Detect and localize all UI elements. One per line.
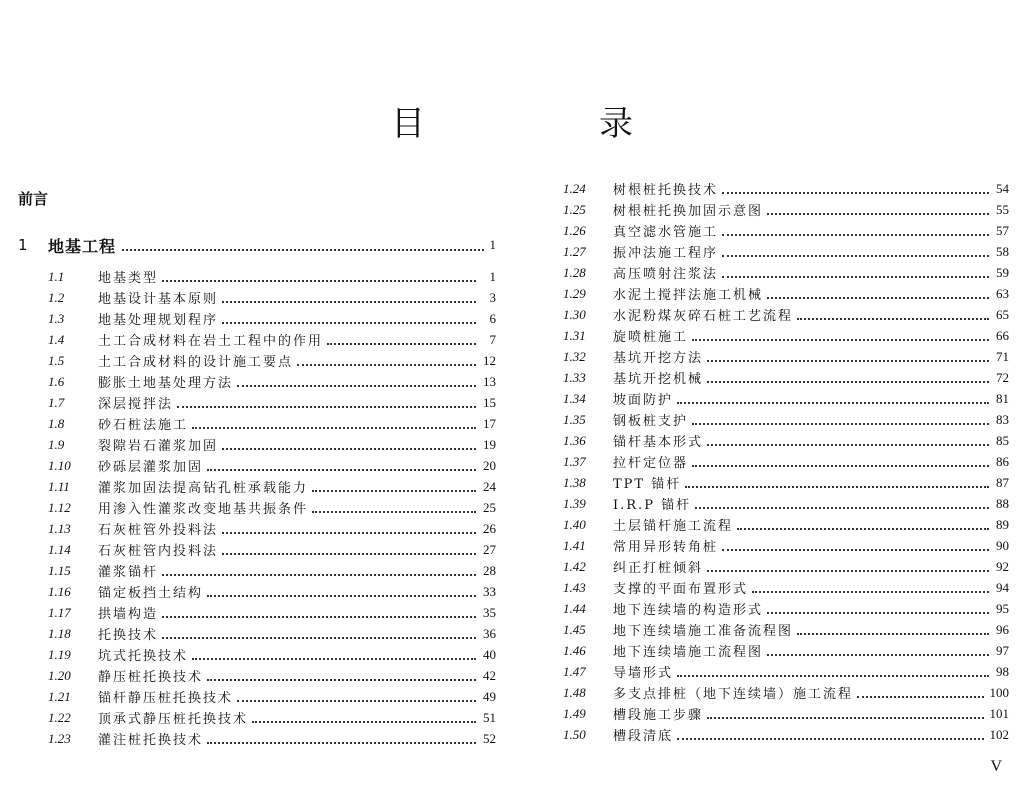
entry-title: 静压桩托换技术 — [98, 670, 204, 685]
entry-page: 35 — [483, 604, 496, 620]
leader-dots — [207, 742, 476, 744]
toc-entry[interactable] — [48, 266, 496, 287]
entry-title: 锚定板挡土结构 — [98, 586, 204, 601]
toc-entry[interactable] — [563, 661, 1009, 682]
entry-title: 锚杆基本形式 — [613, 435, 704, 450]
toc-entry[interactable] — [48, 644, 496, 665]
entry-number: 1.46 — [563, 642, 586, 658]
entry-number: 1.37 — [563, 453, 586, 469]
toc-entry[interactable] — [48, 287, 496, 308]
entry-number: 1.48 — [563, 684, 586, 700]
entry-number: 1.39 — [563, 495, 586, 511]
entry-number: 1.5 — [48, 352, 65, 368]
entry-title: 土工合成材料的设计施工要点 — [98, 355, 294, 370]
toc-entry[interactable] — [563, 199, 1009, 220]
entry-page: 66 — [996, 327, 1009, 343]
entry-page: 7 — [489, 331, 496, 347]
leader-dots — [207, 595, 476, 597]
leader-dots — [192, 427, 476, 429]
entry-title: 树根桩托换加固示意图 — [613, 204, 764, 219]
entry-title: 深层搅拌法 — [98, 397, 174, 412]
entry-number: 1.21 — [48, 688, 71, 704]
toc-entry[interactable] — [48, 434, 496, 455]
toc-entry[interactable] — [48, 665, 496, 686]
leader-dots — [752, 591, 989, 593]
entry-page: 58 — [996, 243, 1009, 259]
entry-title: 地下连续墙的构造形式 — [613, 603, 764, 618]
leader-dots — [222, 448, 476, 450]
entry-page: 55 — [996, 201, 1009, 217]
entry-title: 旋喷桩施工 — [613, 330, 689, 345]
entry-number: 1.23 — [48, 730, 71, 746]
entry-number: 1.47 — [563, 663, 586, 679]
leader-dots — [767, 612, 989, 614]
leader-dots — [162, 616, 476, 618]
entry-page: 96 — [996, 621, 1009, 637]
leader-dots — [722, 234, 989, 236]
entry-number: 1.12 — [48, 499, 71, 515]
entry-title: 槽段施工步骤 — [613, 708, 704, 723]
leader-dots — [177, 406, 476, 408]
entry-page: 6 — [489, 310, 496, 326]
entry-title: TPT 锚杆 — [613, 477, 682, 492]
entry-number: 1.30 — [563, 306, 586, 322]
entry-number: 1.42 — [563, 558, 586, 574]
toc-entry[interactable] — [563, 556, 1009, 577]
toc-entry[interactable] — [563, 598, 1009, 619]
toc-entry[interactable] — [563, 346, 1009, 367]
entry-title: 用渗入性灌浆改变地基共振条件 — [98, 502, 309, 517]
entry-page: 26 — [483, 520, 496, 536]
entry-number: 1.49 — [563, 705, 586, 721]
toc-entry[interactable] — [563, 325, 1009, 346]
toc-entry[interactable] — [48, 686, 496, 707]
entry-page: 12 — [483, 352, 496, 368]
toc-entry[interactable] — [563, 619, 1009, 640]
toc-entry[interactable] — [563, 514, 1009, 535]
entry-number: 1.18 — [48, 625, 71, 641]
entry-title: 土层锚杆施工流程 — [613, 519, 734, 534]
entry-page: 98 — [996, 663, 1009, 679]
entry-page: 25 — [483, 499, 496, 515]
toc-entry[interactable] — [48, 539, 496, 560]
entry-title: 土工合成材料在岩土工程中的作用 — [98, 334, 324, 349]
entry-page: 88 — [996, 495, 1009, 511]
entry-page: 27 — [483, 541, 496, 557]
chapter-1-entry[interactable] — [18, 234, 496, 256]
entry-number: 1.50 — [563, 726, 586, 742]
leader-dots — [692, 339, 989, 341]
entry-number: 1.38 — [563, 474, 586, 490]
entry-number: 1.3 — [48, 310, 65, 326]
toc-entry[interactable] — [48, 413, 496, 434]
toc-left-column — [48, 266, 496, 749]
toc-entry[interactable] — [563, 367, 1009, 388]
entry-page: 28 — [483, 562, 496, 578]
toc-entry[interactable] — [48, 350, 496, 371]
entry-number: 1.13 — [48, 520, 71, 536]
entry-page: 36 — [483, 625, 496, 641]
toc-entry[interactable] — [563, 304, 1009, 325]
entry-title: 槽段清底 — [613, 729, 674, 744]
entry-page: 71 — [996, 348, 1009, 364]
toc-entry[interactable] — [48, 602, 496, 623]
entry-page: 87 — [996, 474, 1009, 490]
leader-dots — [767, 213, 989, 215]
entry-number: 1.35 — [563, 411, 586, 427]
leader-dots — [237, 385, 476, 387]
entry-number: 1.2 — [48, 289, 65, 305]
leader-dots — [162, 280, 476, 282]
entry-page: 97 — [996, 642, 1009, 658]
toc-entry[interactable] — [563, 703, 1009, 724]
entry-page: 83 — [996, 411, 1009, 427]
toc-entry[interactable] — [563, 640, 1009, 661]
entry-page: 54 — [996, 180, 1009, 196]
leader-dots — [767, 654, 989, 656]
leader-dots — [192, 658, 476, 660]
toc-entry[interactable] — [48, 623, 496, 644]
entry-page: 19 — [483, 436, 496, 452]
entry-page: 42 — [483, 667, 496, 683]
toc-entry[interactable] — [563, 682, 1009, 703]
toc-entry[interactable] — [48, 371, 496, 392]
entry-page: 101 — [989, 705, 1009, 721]
toc-entry[interactable] — [48, 392, 496, 413]
leader-dots — [857, 696, 983, 698]
leader-dots — [677, 738, 983, 740]
entry-title: 裂隙岩石灌浆加固 — [98, 439, 219, 454]
leader-dots — [677, 675, 989, 677]
entry-page: 95 — [996, 600, 1009, 616]
leader-dots — [297, 364, 476, 366]
entry-title: 地下连续墙施工流程图 — [613, 645, 764, 660]
entry-number: 1.11 — [48, 478, 70, 494]
toc-entry[interactable] — [563, 724, 1009, 745]
entry-number: 1.14 — [48, 541, 71, 557]
leader-dots — [312, 511, 476, 513]
entry-title: 砂石桩法施工 — [98, 418, 189, 433]
leader-dots — [692, 423, 989, 425]
entry-page: 94 — [996, 579, 1009, 595]
leader-dots — [222, 322, 476, 324]
toc-entry[interactable] — [48, 707, 496, 728]
entry-number: 1.20 — [48, 667, 71, 683]
entry-number: 1.15 — [48, 562, 71, 578]
leader-dots — [707, 381, 989, 383]
entry-number: 1.10 — [48, 457, 71, 473]
leader-dots — [767, 297, 989, 299]
entry-title: 坑式托换技术 — [98, 649, 189, 664]
entry-title: 钢板桩支护 — [613, 414, 689, 429]
toc-entry[interactable] — [48, 560, 496, 581]
toc-entry[interactable] — [563, 283, 1009, 304]
entry-title: 地基处理规划程序 — [98, 313, 219, 328]
leader-dots — [737, 528, 989, 530]
entry-page: 33 — [483, 583, 496, 599]
entry-number: 1.17 — [48, 604, 71, 620]
leader-dots — [707, 360, 989, 362]
entry-page: 63 — [996, 285, 1009, 301]
leader-dots — [707, 570, 989, 572]
entry-title: 托换技术 — [98, 628, 159, 643]
entry-title: 砂砾层灌浆加固 — [98, 460, 204, 475]
entry-number: 1.24 — [563, 180, 586, 196]
leader-dots — [207, 469, 476, 471]
preface-link[interactable]: 前言 — [18, 190, 49, 208]
entry-title: 灌浆锚杆 — [98, 565, 159, 580]
entry-number: 1.22 — [48, 709, 71, 725]
entry-page: 17 — [483, 415, 496, 431]
leader-dots — [222, 532, 476, 534]
chapter-title: 地基工程 — [48, 236, 117, 256]
entry-page: 40 — [483, 646, 496, 662]
entry-title: 常用异形转角桩 — [613, 540, 719, 555]
entry-number: 1.31 — [563, 327, 586, 343]
chapter-page: 1 — [489, 237, 496, 252]
toc-entry[interactable] — [48, 518, 496, 539]
entry-title: 坡面防护 — [613, 393, 674, 408]
entry-title: 灌浆加固法提高钻孔桩承载能力 — [98, 481, 309, 496]
entry-title: 振冲法施工程序 — [613, 246, 719, 261]
entry-page: 49 — [483, 688, 496, 704]
toc-entry[interactable] — [563, 451, 1009, 472]
leader-dots — [722, 255, 989, 257]
entry-number: 1.32 — [563, 348, 586, 364]
entry-number: 1.4 — [48, 331, 65, 347]
toc-entry[interactable] — [48, 728, 496, 749]
leader-dots — [722, 192, 989, 194]
leader-dots — [722, 276, 989, 278]
leader-dots — [252, 721, 476, 723]
entry-number: 1.33 — [563, 369, 586, 385]
leader-dots — [707, 717, 983, 719]
leader-dots — [222, 553, 476, 555]
entry-page: 20 — [483, 457, 496, 473]
entry-page: 100 — [989, 684, 1009, 700]
entry-page: 24 — [483, 478, 496, 494]
entry-number: 1.25 — [563, 201, 586, 217]
leader-dots — [327, 343, 476, 345]
entry-title: 高压喷射注浆法 — [613, 267, 719, 282]
leader-dots — [797, 633, 989, 635]
entry-page: 72 — [996, 369, 1009, 385]
entry-page: 59 — [996, 264, 1009, 280]
entry-number: 1.16 — [48, 583, 71, 599]
leader-dots — [207, 679, 476, 681]
leader-dots — [695, 507, 989, 509]
entry-page: 52 — [483, 730, 496, 746]
toc-entry[interactable] — [48, 308, 496, 329]
entry-title: 地基类型 — [98, 271, 159, 286]
toc-entry[interactable] — [563, 430, 1009, 451]
entry-title: 膨胀土地基处理方法 — [98, 376, 234, 391]
entry-title: 顶承式静压桩托换技术 — [98, 712, 249, 727]
entry-number: 1.28 — [563, 264, 586, 280]
entry-number: 1.29 — [563, 285, 586, 301]
entry-number: 1.43 — [563, 579, 586, 595]
entry-number: 1.9 — [48, 436, 65, 452]
entry-number: 1.8 — [48, 415, 65, 431]
entry-page: 57 — [996, 222, 1009, 238]
leader-dots — [162, 637, 476, 639]
entry-page: 89 — [996, 516, 1009, 532]
entry-number: 1.36 — [563, 432, 586, 448]
entry-title: 纠正打桩倾斜 — [613, 561, 704, 576]
entry-title: 石灰桩管内投料法 — [98, 544, 219, 559]
entry-page: 65 — [996, 306, 1009, 322]
entry-title: 基坑开挖机械 — [613, 372, 704, 387]
toc-entry[interactable] — [563, 535, 1009, 556]
leader-dots — [707, 444, 989, 446]
toc-entry[interactable] — [48, 476, 496, 497]
entry-number: 1.26 — [563, 222, 586, 238]
entry-title: I.R.P 锚杆 — [613, 498, 692, 513]
toc-entry[interactable] — [563, 178, 1009, 199]
entry-title: 拉杆定位器 — [613, 456, 689, 471]
entry-title: 真空滤水管施工 — [613, 225, 719, 240]
toc-entry[interactable] — [48, 581, 496, 602]
toc-entry[interactable] — [563, 493, 1009, 514]
leader-dots — [692, 465, 989, 467]
entry-page: 3 — [489, 289, 496, 305]
toc-entry[interactable] — [48, 497, 496, 518]
chapter-number: 1 — [18, 236, 28, 254]
toc-entry[interactable] — [563, 388, 1009, 409]
leader-dots — [722, 549, 989, 551]
entry-title: 拱墙构造 — [98, 607, 159, 622]
leader-dots — [222, 301, 476, 303]
entry-page: 92 — [996, 558, 1009, 574]
entry-title: 基坑开挖方法 — [613, 351, 704, 366]
entry-page: 90 — [996, 537, 1009, 553]
leader-dots — [162, 574, 476, 576]
entry-number: 1.34 — [563, 390, 586, 406]
entry-page: 51 — [483, 709, 496, 725]
entry-title: 支撑的平面布置形式 — [613, 582, 749, 597]
entry-number: 1.19 — [48, 646, 71, 662]
entry-number: 1.45 — [563, 621, 586, 637]
toc-entry[interactable] — [48, 329, 496, 350]
entry-title: 导墙形式 — [613, 666, 674, 681]
leader-dots — [122, 249, 483, 251]
entry-title: 树根桩托换技术 — [613, 183, 719, 198]
toc-entry[interactable] — [563, 241, 1009, 262]
entry-page: 15 — [483, 394, 496, 410]
leader-dots — [237, 700, 476, 702]
toc-entry[interactable] — [563, 577, 1009, 598]
entry-number: 1.41 — [563, 537, 586, 553]
toc-entry[interactable] — [563, 220, 1009, 241]
entry-page: 1 — [489, 268, 496, 284]
entry-title: 地基设计基本原则 — [98, 292, 219, 307]
leader-dots — [677, 402, 989, 404]
page-title: 目 录 — [391, 104, 703, 144]
entry-number: 1.7 — [48, 394, 65, 410]
entry-number: 1.44 — [563, 600, 586, 616]
toc-entry[interactable] — [563, 409, 1009, 430]
leader-dots — [797, 318, 989, 320]
toc-entry[interactable] — [563, 472, 1009, 493]
entry-title: 多支点排桩（地下连续墙）施工流程 — [613, 687, 854, 702]
entry-title: 水泥粉煤灰碎石桩工艺流程 — [613, 309, 794, 324]
toc-right-column — [563, 178, 1009, 745]
entry-title: 地下连续墙施工准备流程图 — [613, 624, 794, 639]
entry-number: 1.27 — [563, 243, 586, 259]
entry-number: 1.40 — [563, 516, 586, 532]
entry-number: 1.1 — [48, 268, 65, 284]
entry-page: 86 — [996, 453, 1009, 469]
entry-title: 锚杆静压桩托换技术 — [98, 691, 234, 706]
toc-entry[interactable] — [563, 262, 1009, 283]
leader-dots — [685, 486, 989, 488]
entry-title: 灌注桩托换技术 — [98, 733, 204, 748]
entry-page: 13 — [483, 373, 496, 389]
page-number: V — [990, 758, 1002, 775]
entry-title: 水泥土搅拌法施工机械 — [613, 288, 764, 303]
toc-entry[interactable] — [48, 455, 496, 476]
leader-dots — [312, 490, 476, 492]
entry-page: 102 — [989, 726, 1009, 742]
entry-number: 1.6 — [48, 373, 65, 389]
entry-title: 石灰桩管外投料法 — [98, 523, 219, 538]
entry-page: 85 — [996, 432, 1009, 448]
entry-page: 81 — [996, 390, 1009, 406]
